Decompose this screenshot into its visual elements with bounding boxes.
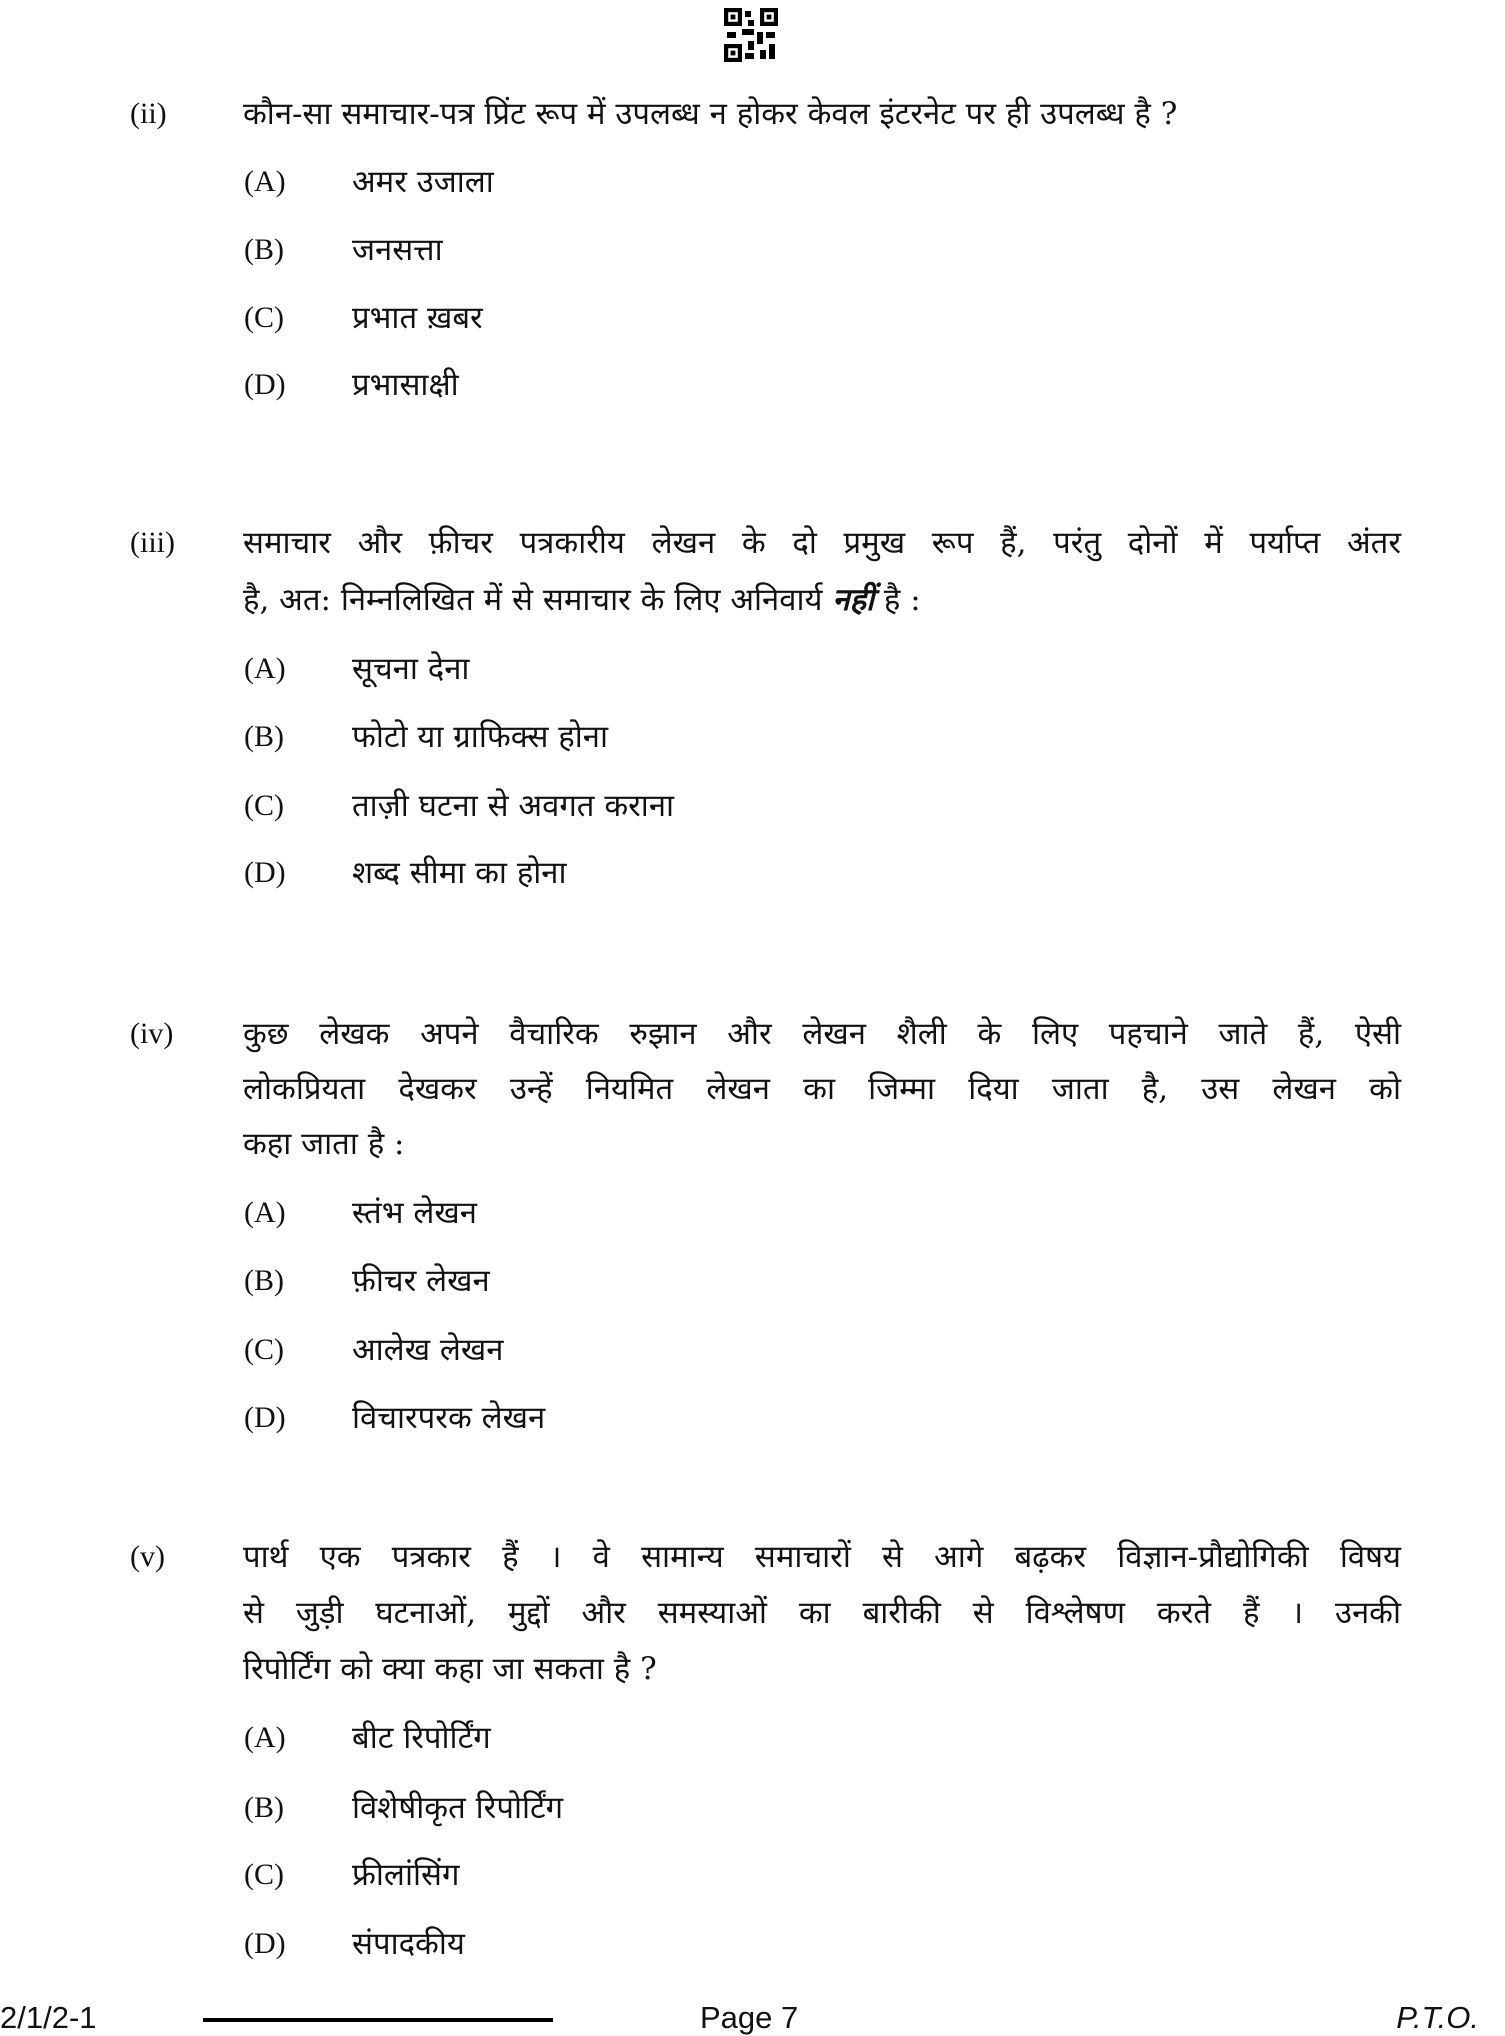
question-text: पार्थ एक पत्रकार हैं । वे सामान्य समाचारों से आगे बढ़कर विज्ञान-प्रौद्योगिकी विषय bbox=[243, 1539, 1401, 1575]
option-text: फ्रीलांसिंग bbox=[352, 1857, 460, 1893]
option-text: आलेख लेखन bbox=[352, 1332, 504, 1368]
option-label: (D) bbox=[244, 368, 286, 401]
option-label: (C) bbox=[244, 1333, 284, 1366]
option-text: संपादकीय bbox=[352, 1926, 465, 1962]
option-text: ताज़ी घटना से अवगत कराना bbox=[352, 788, 675, 824]
question-text: कौन-सा समाचार-पत्र प्रिंट रूप में उपलब्ध न होकर केवल इंटरनेट पर ही उपलब्ध है ? bbox=[243, 96, 1178, 132]
text-part: है : bbox=[874, 582, 921, 618]
option-label: (D) bbox=[244, 856, 286, 889]
footer-rule bbox=[203, 2018, 553, 2022]
question-text: लोकप्रियता देखकर उन्हें नियमित लेखन का जिम्मा दिया जाता है, उस लेखन को bbox=[243, 1071, 1401, 1107]
question-text: समाचार और फ़ीचर पत्रकारीय लेखन के दो प्रमुख रूप हैं, परंतु दोनों में पर्याप्त अंतर bbox=[243, 525, 1401, 561]
question-number: (iii) bbox=[130, 526, 175, 559]
option-label: (B) bbox=[244, 1264, 284, 1297]
option-text: प्रभात ख़बर bbox=[352, 300, 483, 336]
option-label: (D) bbox=[244, 1401, 286, 1434]
qr-code-icon bbox=[724, 8, 778, 62]
option-label: (A) bbox=[244, 1196, 286, 1229]
option-label: (A) bbox=[244, 165, 286, 198]
option-text: विशेषीकृत रिपोर्टिंग bbox=[352, 1790, 564, 1826]
option-text: जनसत्ता bbox=[352, 232, 443, 268]
question-number: (iv) bbox=[130, 1017, 174, 1050]
emphasis-not: नहीं bbox=[832, 582, 875, 618]
pto-label: P.T.O. bbox=[1396, 2000, 1479, 2035]
question-text: कुछ लेखक अपने वैचारिक रुझान और लेखन शैली के लिए पहचाने जाते हैं, ऐसी bbox=[243, 1016, 1401, 1052]
option-text: फ़ीचर लेखन bbox=[352, 1263, 490, 1299]
option-label: (A) bbox=[244, 652, 286, 685]
option-label: (C) bbox=[244, 301, 284, 334]
question-number: (v) bbox=[130, 1540, 165, 1573]
text-part: है, अत: निम्नलिखित में से समाचार के लिए अनिवार्य bbox=[243, 582, 833, 618]
question-text: कहा जाता है : bbox=[243, 1126, 405, 1162]
question-number: (ii) bbox=[130, 97, 167, 130]
question-text bbox=[243, 580, 1401, 620]
option-label: (B) bbox=[244, 233, 284, 266]
option-text: प्रभासाक्षी bbox=[352, 367, 459, 403]
paper-code: 2/1/2-1 bbox=[0, 2000, 97, 2035]
option-text: फोटो या ग्राफिक्स होना bbox=[352, 719, 608, 755]
option-label: (A) bbox=[244, 1721, 286, 1754]
option-label: (C) bbox=[244, 1858, 284, 1891]
page-number: Page 7 bbox=[700, 2000, 799, 2035]
option-label: (B) bbox=[244, 720, 284, 753]
option-label: (C) bbox=[244, 789, 284, 822]
option-label: (B) bbox=[244, 1791, 284, 1824]
option-text: अमर उजाला bbox=[352, 164, 494, 200]
option-text: सूचना देना bbox=[352, 651, 470, 687]
option-text: विचारपरक लेखन bbox=[352, 1400, 546, 1436]
question-text: रिपोर्टिंग को क्या कहा जा सकता है ? bbox=[243, 1651, 657, 1687]
option-text: शब्द सीमा का होना bbox=[352, 855, 567, 891]
question-text: से जुड़ी घटनाओं, मुद्दों और समस्याओं का बारीकी से विश्लेषण करते हैं । उनकी bbox=[243, 1595, 1401, 1631]
option-text: बीट रिपोर्टिंग bbox=[352, 1720, 491, 1756]
option-label: (D) bbox=[244, 1927, 286, 1960]
option-text: स्तंभ लेखन bbox=[352, 1195, 477, 1231]
